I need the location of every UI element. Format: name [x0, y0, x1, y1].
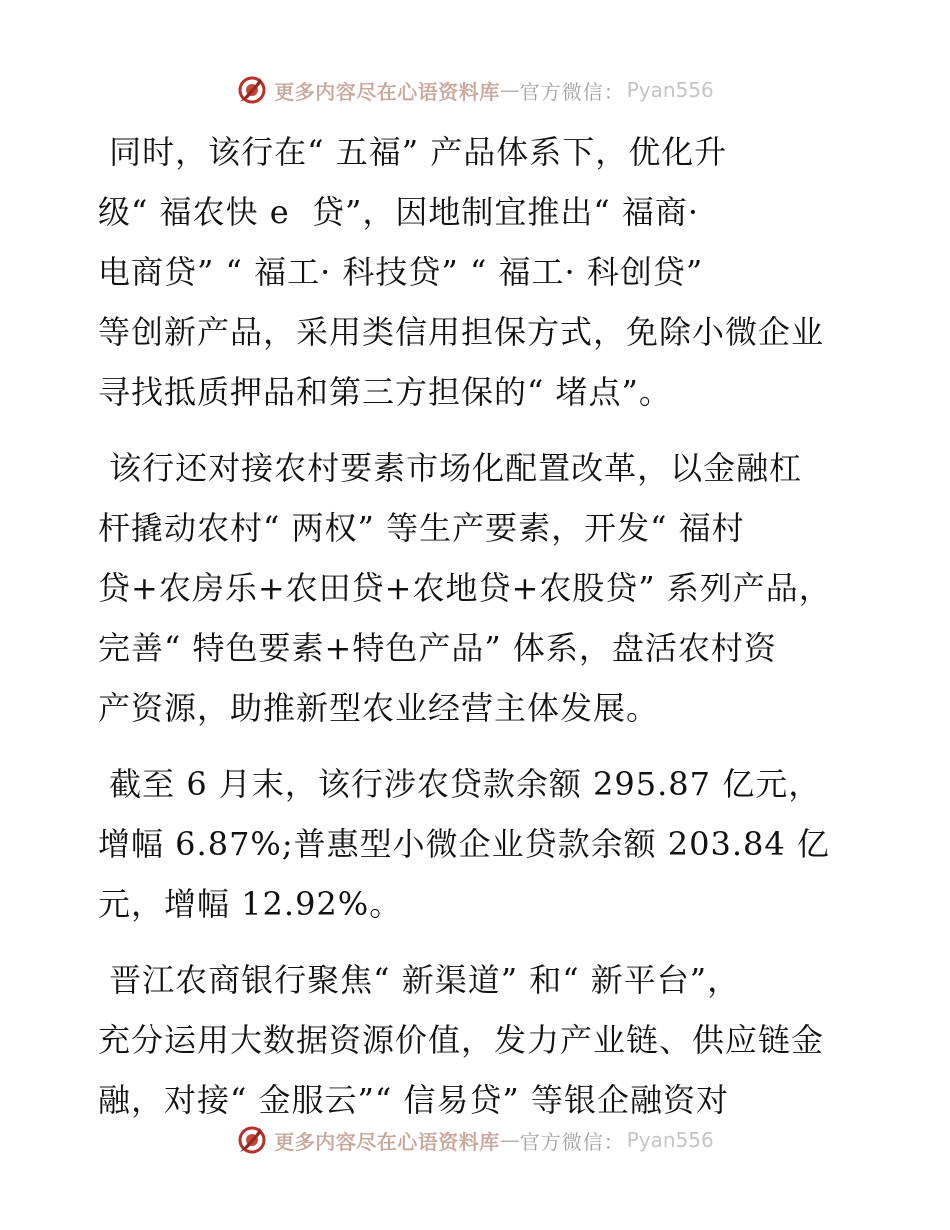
paragraph: [98, 438, 868, 738]
watermark-wechat-id: Pyan556: [626, 1128, 714, 1152]
footer-watermark: [0, 1120, 950, 1160]
document-body: [98, 122, 868, 1146]
text-line: 杆撬动农村“ 两权” 等生产要素，开发“ 福村: [98, 509, 745, 547]
red-circle-quill-logo-icon: [236, 74, 268, 106]
text-line: 产资源，助推新型农业经营主体发展。: [98, 689, 660, 727]
watermark-dash: —: [499, 1128, 520, 1152]
text-line: 完善“ 特色要素+特色产品” 体系，盘活农村资: [98, 629, 777, 667]
watermark-dash: —: [499, 78, 520, 102]
text-line: 充分运用大数据资源价值，发力产业链、供应链金: [98, 1021, 825, 1059]
text-line: 同时，该行在“ 五福” 产品体系下，优化升: [98, 133, 728, 171]
text-line: 电商贷” “ 福工· 科技贷” “ 福工· 科创贷”: [98, 253, 704, 291]
watermark-main-text: 更多内容尽在心语资料库: [274, 1129, 500, 1154]
text-line: 该行还对接农村要素市场化配置改革，以金融杠: [98, 449, 803, 487]
text-line: 级“ 福农快 e 贷”，因地制宜推出“ 福商·: [98, 193, 700, 231]
text-line: 增幅 6.87%;普惠型小微企业贷款余额 203.84 亿: [98, 825, 830, 863]
watermark-wechat-id: Pyan556: [626, 78, 714, 102]
red-circle-quill-logo-icon: [236, 1124, 268, 1156]
text-line: 元，增幅 12.92%。: [98, 885, 403, 923]
header-watermark: [0, 70, 950, 110]
watermark-official-label: 官方微信：: [519, 79, 625, 104]
text-line: 截至 6 月末，该行涉农贷款余额 295.87 亿元，: [98, 765, 822, 803]
text-line: 等创新产品，采用类信用担保方式，免除小微企业: [98, 313, 825, 351]
paragraph: [98, 950, 868, 1130]
text-line: 融，对接“ 金服云”“ 信易贷” 等银企融资对: [98, 1081, 729, 1119]
paragraph: [98, 754, 868, 934]
text-line: 贷+农房乐+农田贷+农地贷+农股贷” 系列产品，: [98, 569, 832, 607]
watermark-main-text: 更多内容尽在心语资料库: [274, 79, 500, 104]
paragraph: [98, 122, 868, 422]
text-line: 寻找抵质押品和第三方担保的“ 堵点”。: [98, 373, 672, 411]
watermark-official-label: 官方微信：: [519, 1129, 625, 1154]
text-line: 晋江农商银行聚焦“ 新渠道” 和“ 新平台”，: [98, 961, 741, 999]
